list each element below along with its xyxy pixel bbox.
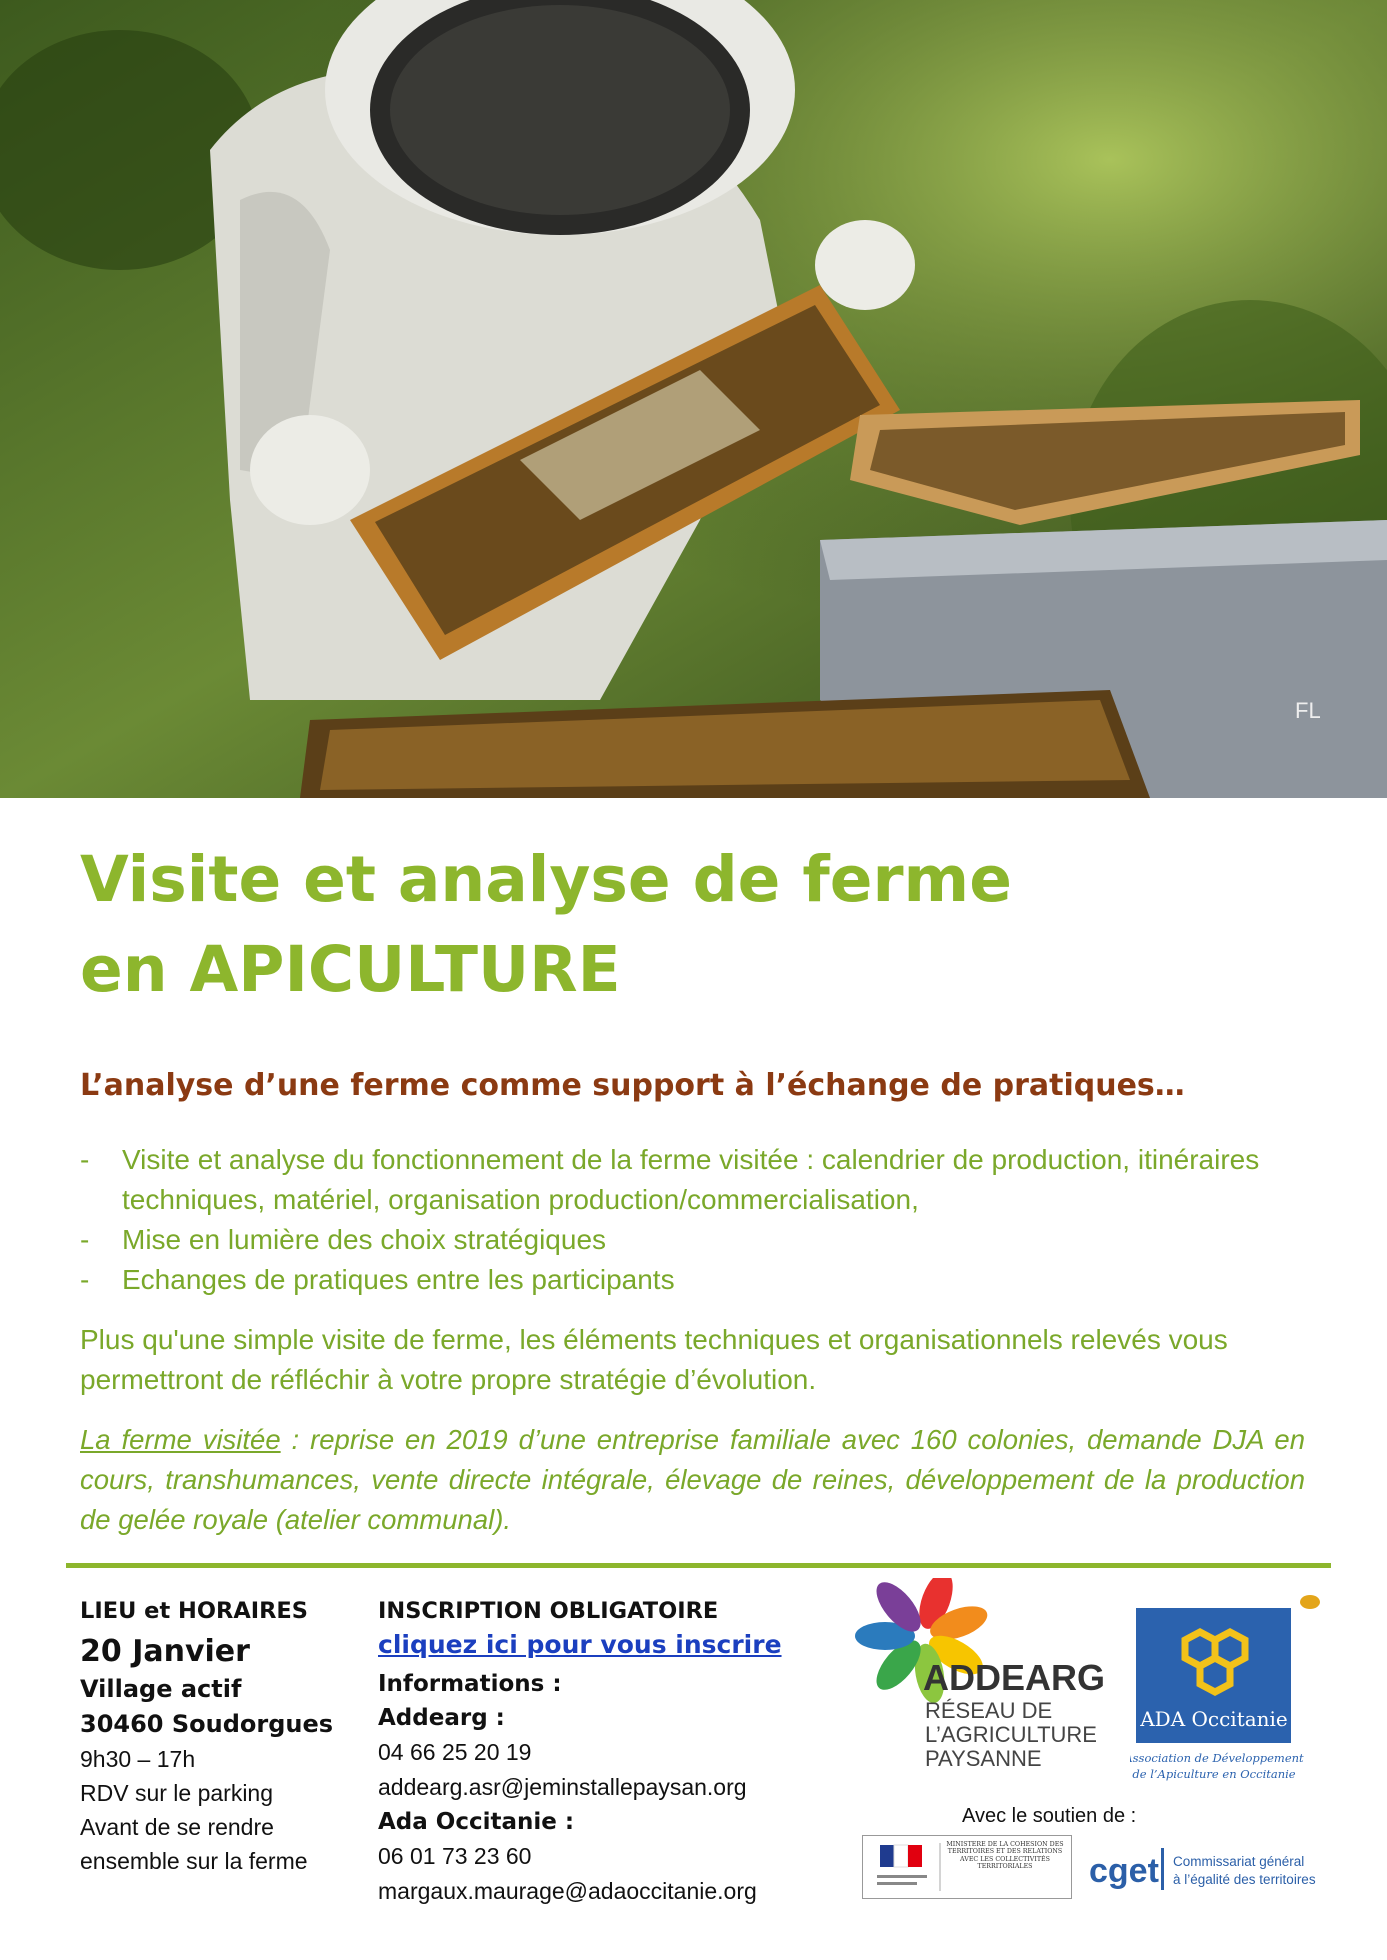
ferme-paragraph bbox=[80, 1420, 1305, 1540]
cget-text: cget bbox=[1089, 1852, 1159, 1890]
note-line3: ensemble sur la ferme bbox=[80, 1848, 308, 1874]
bullet-item: - Visite et analyse du fonctionnement de la ferme visitée : calendrier de production, itinéraires techniques, matériel, organisation production/commercialisation, bbox=[80, 1140, 1320, 1220]
addearg-line1: RÉSEAU DE bbox=[925, 1698, 1053, 1723]
cget-logo bbox=[1085, 1840, 1345, 1900]
cget-line1: Commissariat général bbox=[1173, 1854, 1305, 1869]
note-line2: Avant de se rendre bbox=[80, 1814, 274, 1840]
rf-ministry-logo bbox=[862, 1835, 1072, 1899]
hours: 9h30 – 17h bbox=[80, 1746, 196, 1772]
title-line2: en APICULTURE bbox=[80, 933, 621, 1006]
lieu-heading: LIEU et HORAIRES bbox=[80, 1598, 308, 1624]
register-link[interactable]: cliquez ici pour vous inscrire bbox=[378, 1630, 782, 1659]
divider bbox=[66, 1563, 1331, 1568]
cget-line2: à l’égalité des territoires bbox=[1173, 1872, 1316, 1887]
inscription bbox=[378, 1598, 838, 1909]
event-date: 20 Janvier bbox=[80, 1634, 250, 1669]
ferme-text: : reprise en 2019 d’une entreprise familiale avec 160 colonies, demande DJA en cours, transhumances, vente directe intégrale, élevage de reines, développement de la production de gelée royale (atelier communal). bbox=[80, 1424, 1305, 1535]
addearg-logo bbox=[845, 1578, 1125, 1778]
addearg-line3: PAYSANNE bbox=[925, 1746, 1042, 1771]
svg-text:FL: FL bbox=[1295, 698, 1321, 723]
intro-paragraph: Plus qu'une simple visite de ferme, les éléments techniques et organisationnels relevés vous permettront de réfléchir à votre propre stratégie d’évolution. bbox=[80, 1324, 1228, 1395]
ada-sub1: Association de Développement bbox=[1130, 1751, 1304, 1765]
lieu-horaires bbox=[80, 1598, 360, 1878]
ada-occitanie-logo bbox=[1130, 1580, 1330, 1785]
email-ada: margaux.maurage@adaoccitanie.org bbox=[378, 1878, 757, 1904]
info-heading: Informations : bbox=[378, 1671, 562, 1697]
bullet-item: - Echanges de pratiques entre les participants bbox=[80, 1260, 1320, 1300]
title-line1: Visite et analyse de ferme bbox=[80, 843, 1012, 916]
bullet-list bbox=[80, 1140, 1320, 1300]
org-addearg: Addearg : bbox=[378, 1705, 505, 1731]
email-addearg: addearg.asr@jeminstallepaysan.org bbox=[378, 1774, 747, 1800]
ferme-label: La ferme visitée bbox=[80, 1424, 281, 1455]
soutien-label: Avec le soutien de : bbox=[962, 1805, 1137, 1827]
place-line2: 30460 Soudorgues bbox=[80, 1710, 334, 1738]
rf-text: MINISTÈRE DE LA COHÉSION DES TERRITOIRES ET DES RELATIONS AVEC LES COLLECTIVITÉS TERRITORIALES bbox=[946, 1841, 1064, 1871]
subtitle: L’analyse d’une ferme comme support à l’échange de pratiques… bbox=[80, 1068, 1185, 1103]
ada-sub2: de l’Apiculture en Occitanie bbox=[1132, 1767, 1296, 1781]
addearg-name: ADDEARG bbox=[923, 1657, 1106, 1698]
note-line1: RDV sur le parking bbox=[80, 1780, 274, 1806]
phone-addearg: 04 66 25 20 19 bbox=[378, 1739, 532, 1765]
page-title bbox=[80, 835, 1012, 1015]
bullet-item: - Mise en lumière des choix stratégiques bbox=[80, 1220, 1320, 1260]
addearg-line2: L’AGRICULTURE bbox=[925, 1722, 1097, 1747]
phone-ada: 06 01 73 23 60 bbox=[378, 1843, 532, 1869]
inscription-heading: INSCRIPTION OBLIGATOIRE bbox=[378, 1598, 719, 1624]
place-line1: Village actif bbox=[80, 1675, 242, 1703]
ada-name: ADA Occitanie bbox=[1140, 1707, 1288, 1731]
beekeeper-photo bbox=[0, 0, 1387, 798]
org-ada: Ada Occitanie : bbox=[378, 1809, 575, 1835]
